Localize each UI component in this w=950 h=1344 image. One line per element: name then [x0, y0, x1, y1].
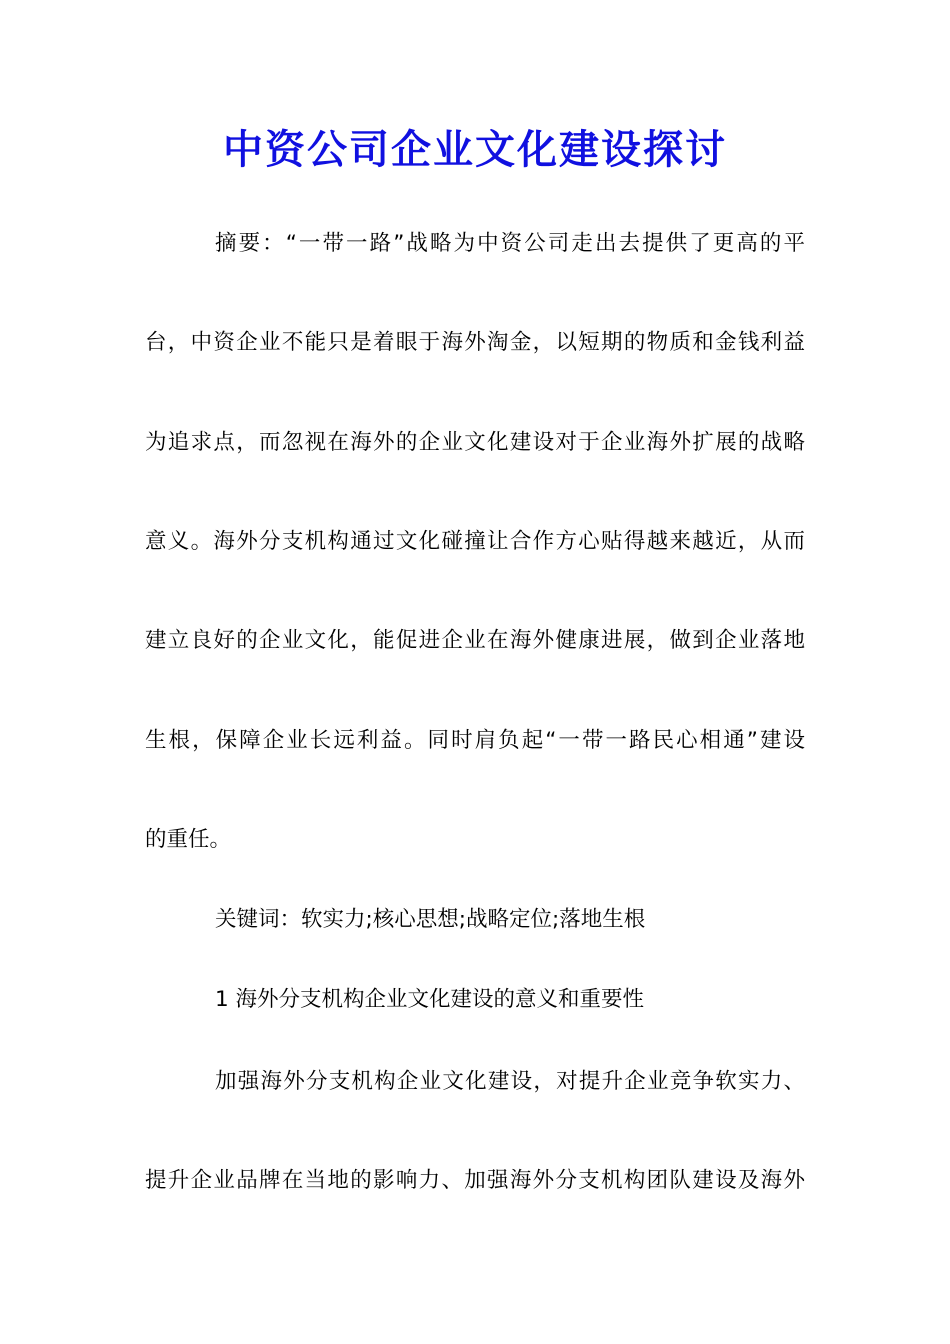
- document-title: 中资公司企业文化建设探讨: [223, 126, 727, 173]
- abstract-line: 建立良好的企业文化，能促进企业在海外健康进展，做到企业落地: [145, 628, 805, 653]
- section-heading: 1 海外分支机构企业文化建设的意义和重要性: [215, 987, 645, 1012]
- abstract-line: 台，中资企业不能只是着眼于海外淘金，以短期的物质和金钱利益: [145, 330, 805, 355]
- body-line: 加强海外分支机构企业文化建设，对提升企业竞争软实力、: [215, 1069, 805, 1094]
- keywords-line: 关键词：软实力;核心思想;战略定位;落地生根: [215, 907, 646, 932]
- abstract-line: 生根，保障企业长远利益。同时肩负起“一带一路民心相通”建设: [145, 728, 805, 753]
- abstract-line: 意义。海外分支机构通过文化碰撞让合作方心贴得越来越近，从而: [145, 529, 805, 554]
- body-line: 提升企业品牌在当地的影响力、加强海外分支机构团队建设及海外: [145, 1168, 805, 1193]
- abstract-line: 的重任。: [145, 827, 232, 852]
- abstract-line: 为追求点，而忽视在海外的企业文化建设对于企业海外扩展的战略: [145, 430, 805, 455]
- abstract-line: 摘要：“一带一路”战略为中资公司走出去提供了更高的平: [215, 231, 805, 256]
